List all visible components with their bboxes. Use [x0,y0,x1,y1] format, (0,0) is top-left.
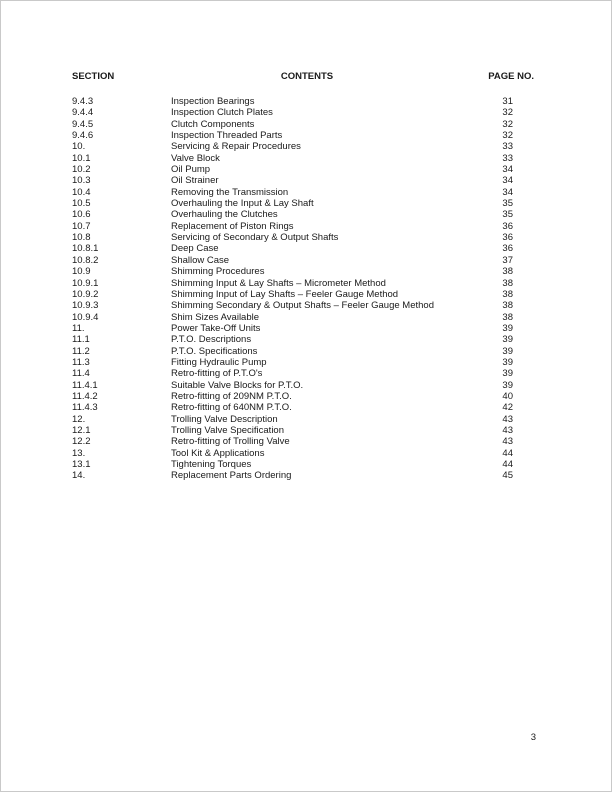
toc-row [72,346,534,357]
toc-entry-title: Shim Sizes Available [171,311,260,323]
toc-entry-title: Replacement Parts Ordering [171,470,292,482]
toc-section-number: 11.4 [72,368,90,380]
toc-row [72,380,534,391]
toc-section-number: 11.4.3 [72,402,98,414]
toc-page-number: 43 [502,436,513,448]
toc-entry-title: Retro-fitting of P.T.O's [171,368,263,380]
toc-page-number: 38 [502,277,513,289]
toc-page-number: 36 [502,232,513,244]
toc-row [72,153,534,164]
toc-row [72,187,534,198]
toc-entry-title: Servicing of Secondary & Output Shafts [171,232,339,244]
toc-section-number: 10.9.2 [72,288,99,300]
toc-header-row [72,71,534,83]
toc-entry-title: Shimming Procedures [171,266,265,278]
toc-page-number: 36 [502,243,513,255]
toc-entry-title: Retro-fitting of Trolling Valve [171,436,290,448]
toc-page-number: 39 [502,345,513,357]
toc-section-number: 9.4.3 [72,96,94,107]
toc-section-number: 12.2 [72,436,91,448]
toc-section-number: 10.6 [72,209,91,221]
toc-page-number: 33 [502,152,513,164]
toc-entry-title: Retro-fitting of 640NM P.T.O. [171,402,292,414]
toc-header-section: SECTION [72,71,115,82]
toc-entry-title: Overhauling the Clutches [171,209,278,221]
toc-entry-title: Deep Case [171,243,219,255]
toc-row [72,425,534,436]
toc-entry-title: Retro-fitting of 209NM P.T.O. [171,390,292,402]
toc-entry-title: Trolling Valve Specification [171,424,284,436]
toc-row [72,107,534,118]
toc-row [72,470,534,481]
toc-row [72,209,534,220]
toc-entry-title: Inspection Threaded Parts [171,130,283,142]
toc-page-number: 37 [502,254,513,266]
toc-page-number: 39 [502,334,513,346]
toc-section-number: 11.1 [72,334,90,346]
toc-page-number: 45 [502,470,513,482]
toc-entry-title: Power Take-Off Units [171,322,261,334]
toc-header-contents: CONTENTS [280,71,334,82]
toc-section-number: 11.4.1 [72,379,98,391]
toc-row [72,175,534,186]
toc-page-number: 32 [502,130,513,142]
toc-page-number: 39 [502,356,513,368]
toc-entry-title: Trolling Valve Description [171,413,278,425]
toc-section-number: 13. [72,447,86,459]
footer-page-number: 3 [530,732,536,743]
toc-section-number: 11.2 [72,345,90,357]
toc-page-number: 39 [502,322,513,334]
toc-row [72,266,534,277]
toc-row [72,221,534,232]
toc-page-number: 34 [502,164,513,176]
toc-row [72,323,534,334]
toc-section-number: 11.4.2 [72,390,98,402]
toc-row [72,436,534,447]
toc-entry-title: Servicing & Repair Procedures [171,141,301,153]
toc-section-number: 10.8.1 [72,243,99,255]
toc-row [72,141,534,152]
toc-entry-title: Valve Block [171,152,220,164]
toc-row [72,402,534,413]
toc-section-number: 10.1 [72,152,91,164]
toc-page-number: 38 [502,300,513,312]
toc-page-number: 44 [502,447,513,459]
toc-row [72,414,534,425]
toc-section-number: 10.9.1 [72,277,99,289]
toc-section-number: 10. [72,141,86,153]
toc-section-number: 10.9.4 [72,311,99,323]
toc-entry-title: P.T.O. Descriptions [171,334,252,346]
toc-page-number: 34 [502,186,513,198]
toc-section-number: 10.4 [72,186,91,198]
toc-row [72,278,534,289]
toc-row [72,391,534,402]
toc-entry-title: Replacement of Piston Rings [171,220,294,232]
toc-entry-title: P.T.O. Specifications [171,345,258,357]
toc-entry-title: Inspection Clutch Plates [171,107,273,119]
toc-page-number: 32 [502,118,513,130]
toc-row [72,357,534,368]
toc-entry-title: Oil Pump [171,164,211,176]
toc-row [72,334,534,345]
toc-entry-title: Suitable Valve Blocks for P.T.O. [171,379,304,391]
toc-section-number: 14. [72,470,86,482]
toc-section-number: 10.2 [72,164,91,176]
toc-page-number: 34 [502,175,513,187]
toc-section-number: 10.9 [72,266,91,278]
toc-row [72,243,534,254]
toc-section-number: 9.4.4 [72,107,94,119]
toc-page-number: 33 [502,141,513,153]
toc-page-number: 39 [502,368,513,380]
toc-row [72,448,534,459]
toc-entry-title: Fitting Hydraulic Pump [171,356,267,368]
toc-page-number: 43 [502,424,513,436]
toc-section-number: 10.3 [72,175,91,187]
toc-header-page: PAGE NO. [488,71,534,82]
toc-page-number: 42 [502,402,513,414]
toc-section-number: 11. [72,322,85,334]
toc-row [72,312,534,323]
toc-section-number: 13.1 [72,459,91,470]
toc-page-number: 36 [502,220,513,232]
toc-entry-title: Shimming Input & Lay Shafts – Micrometer Method [171,277,386,289]
toc-page-number: 43 [502,413,513,425]
toc-row [72,300,534,311]
toc-page-number: 38 [502,266,513,278]
toc-section-number: 12. [72,413,86,425]
toc-page-number: 44 [502,459,513,470]
toc-row [72,232,534,243]
toc-page-number: 35 [502,198,513,210]
toc-section-number: 10.5 [72,198,91,210]
toc-row [72,164,534,175]
toc-section-number: 11.3 [72,356,90,368]
toc-row [72,119,534,130]
toc-row [72,96,534,107]
toc-section-number: 9.4.6 [72,130,94,142]
toc-page-number: 38 [502,288,513,300]
toc-row [72,368,534,379]
toc-section-number: 10.7 [72,220,91,232]
toc-entry-title: Tool Kit & Applications [171,447,265,459]
toc-section-number: 9.4.5 [72,118,94,130]
toc-entry-title: Inspection Bearings [171,96,255,107]
toc-page-number: 38 [502,311,513,323]
toc-page-number: 31 [502,96,513,107]
toc-row [72,255,534,266]
toc-row [72,198,534,209]
toc-section-number: 12.1 [72,424,91,436]
toc-entry-title: Removing the Transmission [171,186,289,198]
toc-section-number: 10.9.3 [72,300,99,312]
toc-page-number: 35 [502,209,513,221]
toc-page-number: 39 [502,379,513,391]
toc-entry-title: Shallow Case [171,254,230,266]
toc-row [72,130,534,141]
toc-row [72,459,534,470]
toc-entry-title: Shimming Input of Lay Shafts – Feeler Gauge Method [171,288,399,300]
toc-section-number: 10.8 [72,232,91,244]
toc-entry-title: Shimming Secondary & Output Shafts – Feeler Gauge Method [171,300,434,312]
toc-entry-title: Clutch Components [171,118,255,130]
toc-row [72,289,534,300]
toc-entry-title: Oil Strainer [171,175,219,187]
toc-page-number: 32 [502,107,513,119]
toc-entry-title: Overhauling the Input & Lay Shaft [171,198,314,210]
table-of-contents [72,71,534,482]
toc-entry-title: Tightening Torques [171,459,252,470]
toc-page-number: 40 [502,390,513,402]
toc-section-number: 10.8.2 [72,254,99,266]
toc-body [72,96,534,482]
